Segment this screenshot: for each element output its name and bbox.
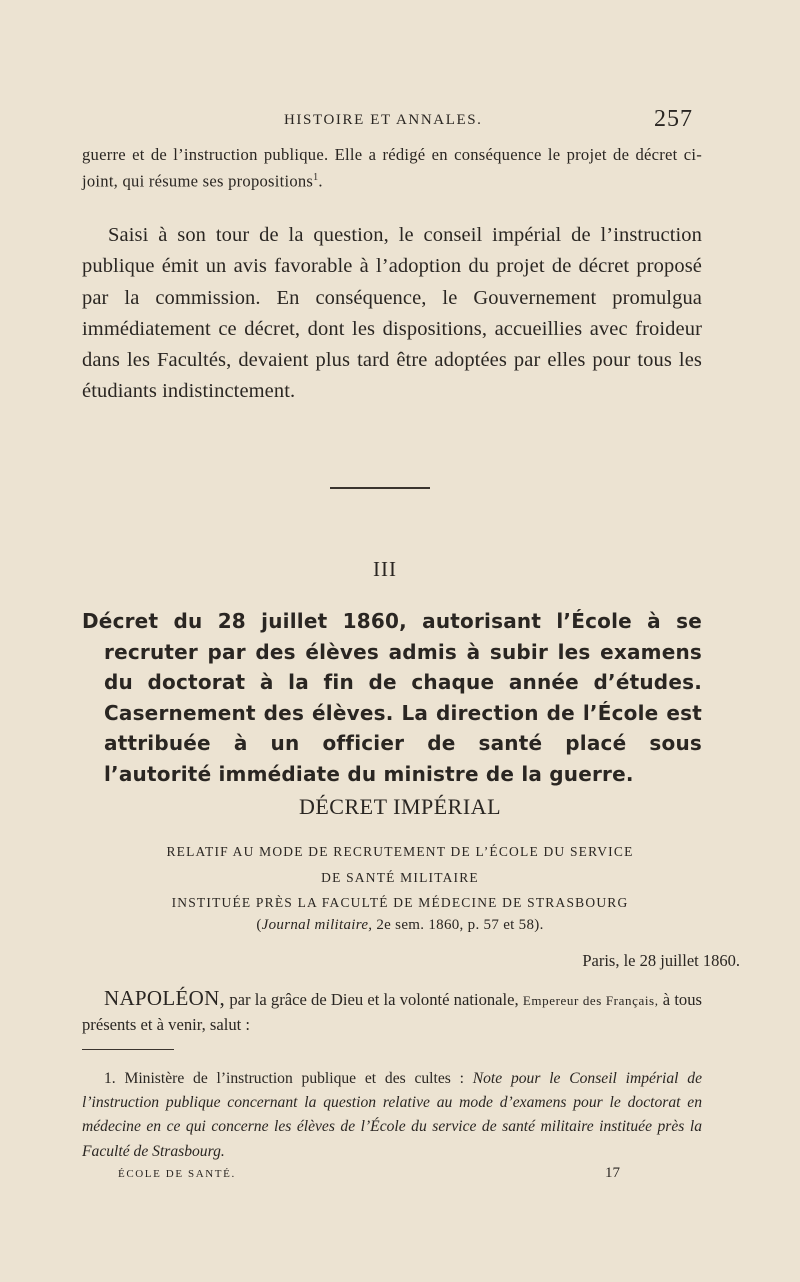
intro-end: . xyxy=(318,171,323,191)
intro-text: guerre et de l’instruction publique. Elle a rédigé en conséquence le projet de décret ci-joint, qui résume ses propositions xyxy=(82,145,702,191)
section-separator xyxy=(330,487,430,489)
footnote-marker: 1. xyxy=(104,1070,116,1087)
footnote: 1. Ministère de l’instruction publique et des cultes : Note pour le Conseil impérial de l’instruction publique concernant la question relative au mode d’examens pour le doctorat en médecine en ce qui concerne les élèves de l’École du service de santé militaire instituée près la Faculté de Strasbourg. xyxy=(82,1070,702,1160)
decree-subtitle-line-2: DE SANTÉ MILITAIRE xyxy=(321,870,479,885)
decree-subtitle-line-3: INSTITUÉE PRÈS LA FACULTÉ DE MÉDECINE DE STRASBOURG xyxy=(171,895,629,910)
decree-date: Paris, le 28 juillet 1860. xyxy=(582,951,740,970)
decree-source: (Journal militaire, 2e sem. 1860, p. 57 et 58). xyxy=(256,917,544,933)
decree-subtitle-line-1: RELATIF AU MODE DE RECRUTEMENT DE L’ÉCOLE DU SERVICE xyxy=(166,844,634,859)
page-number: 257 xyxy=(654,106,693,132)
journal-name: Journal militaire, xyxy=(261,917,373,933)
emperor-title: Empereur des Français, xyxy=(522,993,659,1008)
footnote-title: Note pour le Conseil impérial de l’instruction publique concernant la question relative au mode d’examens pour le doctorat en médecine en ce qui concerne les élèves de l’École du service de santé militaire instituée près la Faculté de Strasbourg. xyxy=(82,1070,702,1160)
section-heading: Décret du 28 juillet 1860, autorisant l’École à se recruter par des élèves admis à subir les examens du doctorat à la fin de chaque année d’études. Casernement des élèves. La direction de l’École est attribuée à un officier de santé placé sous l’autorité immédiate du ministre de la guerre. xyxy=(82,609,702,786)
footnote-reference: 1 xyxy=(313,172,319,183)
footnote-rule xyxy=(82,1049,174,1050)
intro-paragraph xyxy=(82,143,702,193)
main-paragraph xyxy=(82,220,702,408)
decree-preamble: NAPOLÉON, par la grâce de Dieu et la volonté nationale, Empereur des Français, à tous présents et à venir, salut : xyxy=(82,986,702,1034)
emperor-name: NAPOLÉON, xyxy=(104,986,226,1010)
section-number: III xyxy=(373,557,397,581)
decree-title: DÉCRET IMPÉRIAL xyxy=(298,794,502,819)
signature-mark: ÉCOLE DE SANTÉ. xyxy=(118,1168,236,1180)
main-paragraph-text: Saisi à son tour de la question, le conseil impérial de l’instruction publique émit un avis favorable à l’adoption du projet de décret proposé par la commission. En conséquence, le Gouvernement promulgua immédiatement ce décret, dont les dispositions, accueillies avec froideur dans les Facultés, devaient plus tard être adoptées par elles pour tous les étudiants indistinctement. xyxy=(82,224,702,403)
running-title: HISTOIRE ET ANNALES. xyxy=(284,112,483,128)
signature-number: 17 xyxy=(605,1165,620,1181)
